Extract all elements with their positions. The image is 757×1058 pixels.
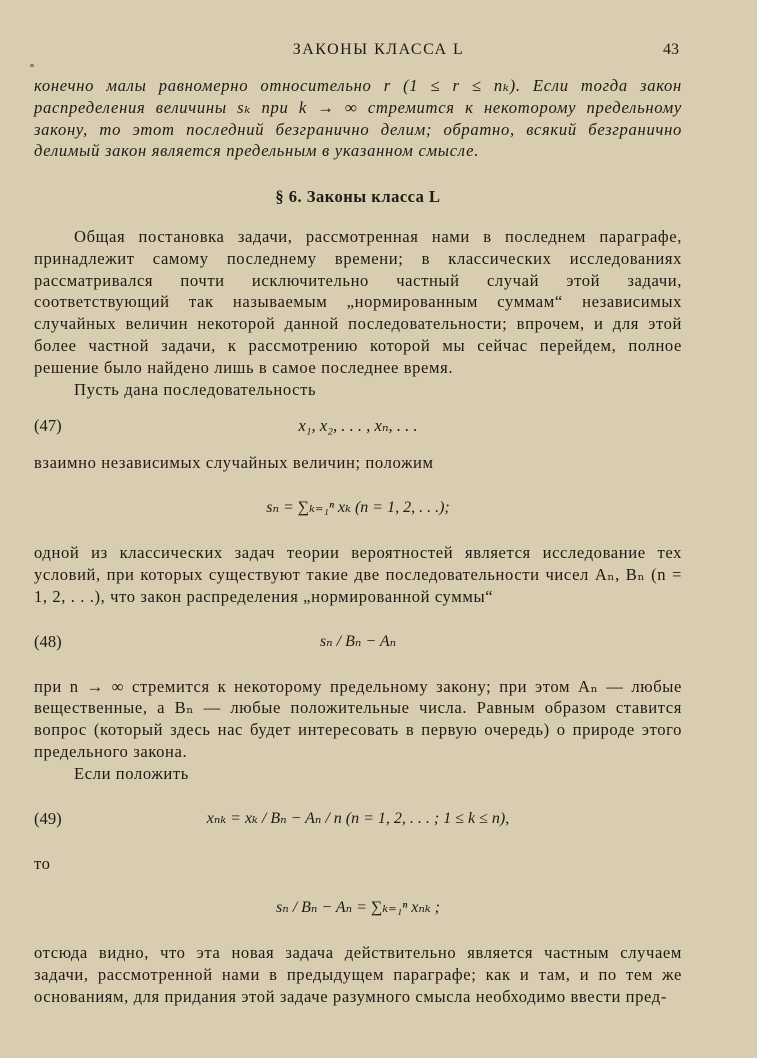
formula-49 bbox=[34, 791, 682, 847]
paragraph-if-set: Если положить bbox=[74, 763, 189, 783]
equation-number-48: (48) bbox=[34, 631, 62, 651]
theorem-text: конечно малы равномерно относительно r (1 ≤ r ≤ nₖ). Если тогда закон распределения величины sₖ при k → ∞ стремится к некоторому предельному закону, то этот последний безгранично делим; обратно, всякий безгранично делимый закон является предельным в указанном смысле. bbox=[34, 76, 682, 161]
paragraph-classical-problem: одной из классических задач теории вероятностей является исследование тех условий, при которых существуют такие две последовательности чисел Aₙ, Bₙ (n = 1, 2, . . .), что закон распределения „нормированной суммы“ bbox=[34, 543, 682, 606]
paragraph-limit: при n → ∞ стремится к некоторому предельному закону; при этом Aₙ — любые вещественные, а Bₙ — любые положительные числа. Равным образом ставится вопрос (который здесь нас будет интересовать в первую очередь) о природе этого предельного закона. bbox=[34, 676, 682, 761]
formula-result-expression: sₙ / Bₙ − Aₙ = ∑ₖ₌₁ⁿ xₙₖ ; bbox=[275, 899, 440, 917]
paragraph-sequence: Пусть дана последовательность bbox=[74, 379, 317, 399]
section-title: § 6. Законы класса L bbox=[275, 187, 441, 207]
formula-49-expression: xₙₖ = xₖ / Bₙ − Aₙ / n (n = 1, 2, . . . ; 1 ≤ k ≤ n), bbox=[206, 809, 510, 827]
page-number: 43 bbox=[663, 41, 679, 58]
formula-47 bbox=[34, 406, 682, 446]
page-header bbox=[0, 41, 757, 65]
paragraph-intro: Общая постановка задачи, рассмотренная нами в последнем параграфе, принадлежит самому последнему времени; в классических исследованиях рассматривался почти исключительно частный случай этой задачи, соответствующий так называемым „нормированным суммам“ независимых случайных величин некоторой данной последовательности; впрочем, и для этой более частной задачи, к рассмотрению которой мы сейчас перейдем, полное решение было найдено лишь в самое последнее время. bbox=[34, 226, 682, 377]
formula-result bbox=[34, 880, 682, 936]
equation-number-47: (47) bbox=[34, 416, 62, 436]
paragraph-independent: взаимно независимых случайных величин; положим bbox=[34, 453, 434, 473]
formula-48-expression: sₙ / Bₙ − Aₙ bbox=[319, 632, 397, 650]
page-content bbox=[34, 75, 682, 1008]
paragraph-conclusion: отсюда видно, что эта новая задача действительно является частным случаем задачи, рассмотренной нами в предыдущем параграфе; как и там, и по тем же основаниям, для придания этой задаче разумного смысла необходимо ввести пред- bbox=[34, 943, 682, 1006]
running-title: ЗАКОНЫ КЛАССА L bbox=[292, 41, 465, 58]
formula-47-expression: x₁, x₂, . . . , xₙ, . . . bbox=[298, 416, 418, 436]
equation-number-49: (49) bbox=[34, 808, 62, 828]
formula-sum-expression: sₙ = ∑ₖ₌₁ⁿ xₖ (n = 1, 2, . . .); bbox=[266, 499, 450, 517]
formula-48 bbox=[34, 614, 682, 670]
formula-sum bbox=[34, 480, 682, 536]
paragraph-then: то bbox=[34, 853, 51, 873]
